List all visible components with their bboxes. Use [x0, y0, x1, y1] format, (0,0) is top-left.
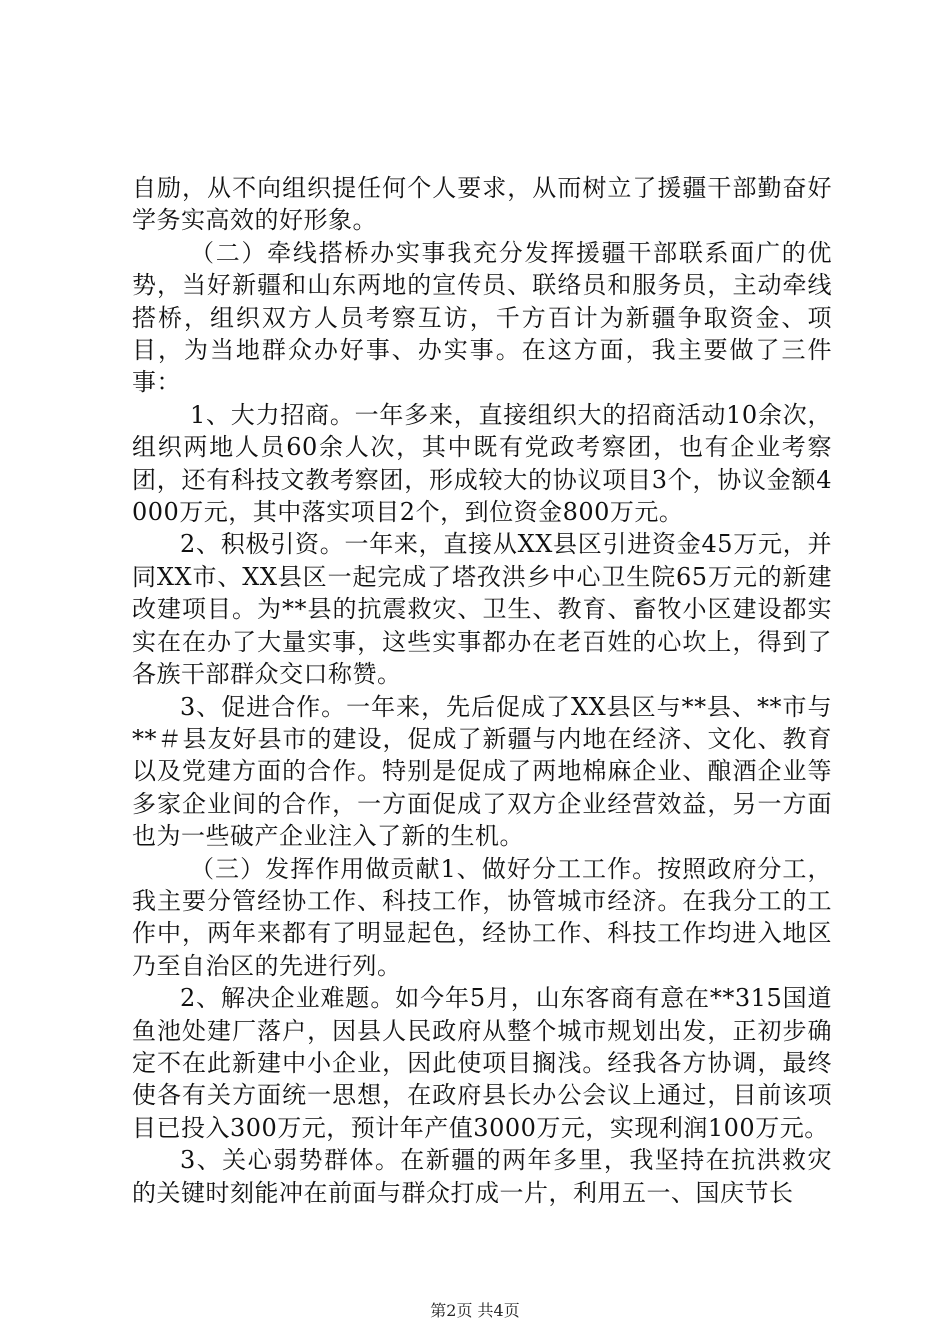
page-number-footer: 第2页 共4页: [430, 1301, 520, 1320]
document-body: [132, 172, 832, 1209]
paragraph-item-3-vulnerable-groups: 3、关心弱势群体。在新疆的两年多里，我坚持在抗洪救灾的关键时刻能冲在前面与群众打成一片，利用五一、国庆节长: [132, 1146, 832, 1207]
paragraph-item-1-investment: 1、大力招商。一年多来，直接组织大的招商活动10余次，组织两地人员60余人次，其中既有党政考察团，也有企业考察团，还有科技文教考察团，形成较大的协议项目3个，协议金额4000万元，其中落实项目2个，到位资金800万元。: [132, 400, 832, 527]
paragraph-section-2: （二）牵线搭桥办实事我充分发挥援疆干部联系面广的优势，当好新疆和山东两地的宣传员、联络员和服务员，主动牵线搭桥，组织双方人员考察互访，千方百计为新疆争取资金、项目，为当地群众办好事、办实事。在这方面，我主要做了三件事：: [132, 238, 832, 397]
paragraph-item-2-funding: 2、积极引资。一年来，直接从XX县区引进资金45万元，并同XX市、XX县区一起完成了塔孜洪乡中心卫生院65万元的新建改建项目。为**县的抗震救灾、卫生、教育、畜牧小区建设都实实在在办了大量实事，这些实事都办在老百姓的心坎上，得到了各族干部群众交口称赞。: [132, 530, 832, 689]
paragraph-item-2-enterprise: 2、解决企业难题。如今年5月，山东客商有意在**315国道鱼池处建厂落户，因县人民政府从整个城市规划出发，正初步确定不在此新建中小企业，因此使项目搁浅。经我各方协调，最终使各有关方面统一思想，在政府县长办公会议上通过，目前该项目已投入300万元，预计年产值3000万元，实现利润100万元。: [132, 984, 832, 1142]
paragraph-continuation: 自励，从不向组织提任何个人要求，从而树立了援疆干部勤奋好学务实高效的好形象。: [132, 174, 832, 235]
paragraph-item-3-cooperation: 3、促进合作。一年来，先后促成了XX县区与**县、**市与**＃县友好县市的建设，促成了新疆与内地在经济、文化、教育以及党建方面的合作。特别是促成了两地棉麻企业、酿酒企业等多家企业间的合作，一方面促成了双方企业经营效益，另一方面也为一些破产企业注入了新的生机。: [132, 692, 832, 851]
paragraph-section-3: （三）发挥作用做贡献1、做好分工工作。按照政府分工，我主要分管经协工作、科技工作，协管城市经济。在我分工的工作中，两年来都有了明显起色，经协工作、科技工作均进入地区乃至自治区的先进行列。: [132, 854, 832, 980]
